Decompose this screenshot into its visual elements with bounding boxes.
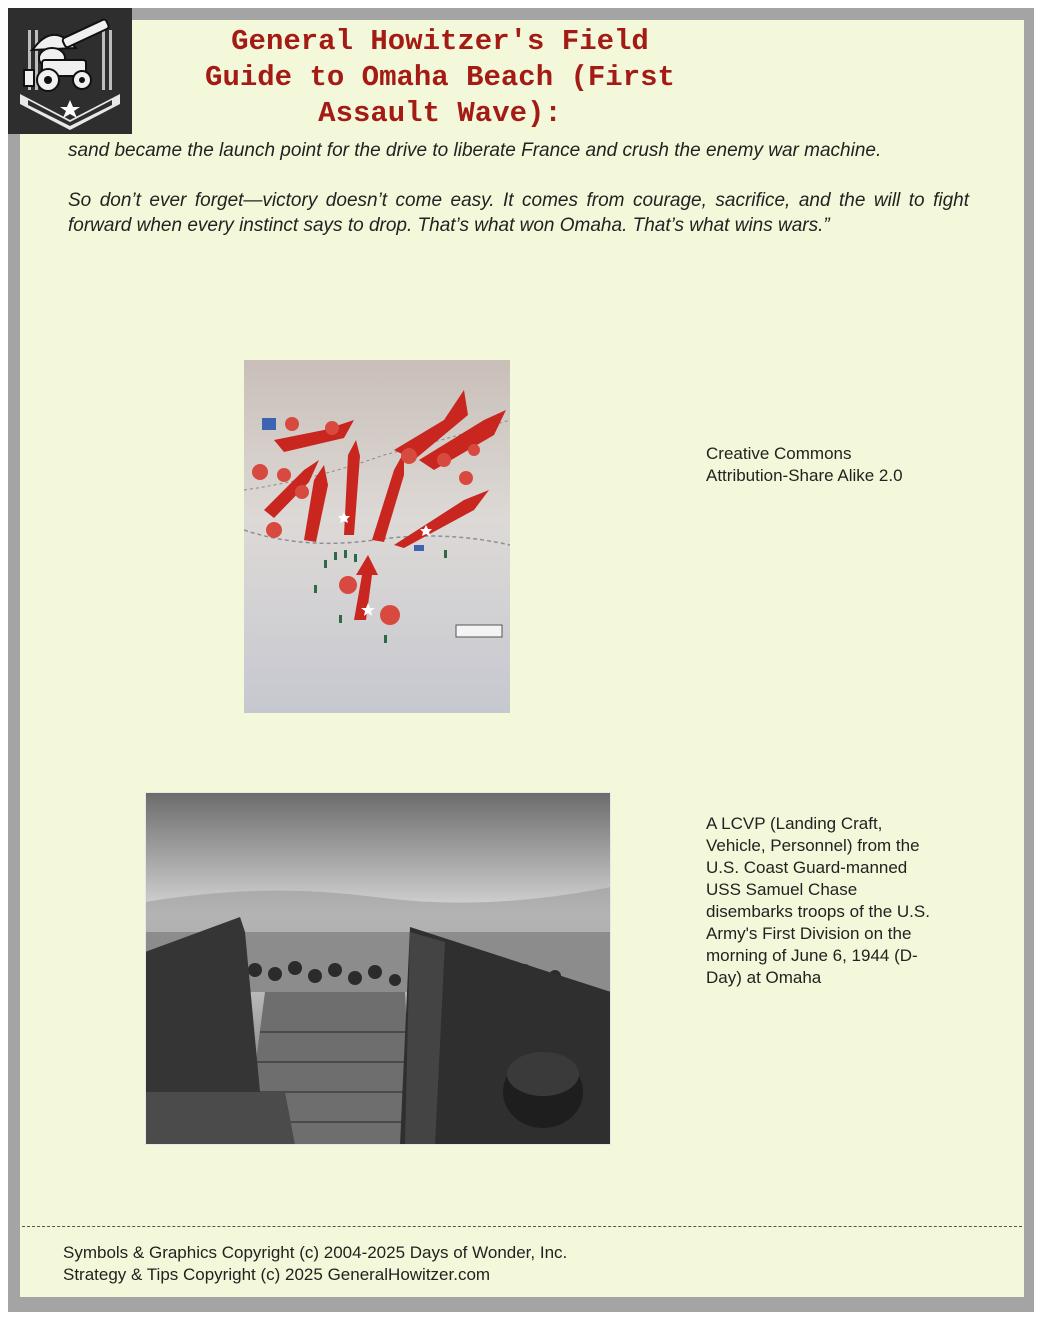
footer-divider — [22, 1226, 1022, 1227]
quote-paragraph-2: So don’t ever forget—victory doesn’t come easy. It comes from courage, sacrifice, and the will to fight forward when every instinct says to drop. That’s what won Omaha. That’s what wins wars.” — [68, 190, 969, 236]
howitzer-logo-icon — [8, 8, 132, 134]
omaha-beach-map-photo — [244, 360, 510, 713]
footer-copyright-graphics: Symbols & Graphics Copyright (c) 2004-2025 Days of Wonder, Inc. — [63, 1243, 568, 1262]
quote-paragraph-1: sand became the launch point for the drive to liberate France and crush the enemy war machine. — [68, 140, 882, 161]
page-title: General Howitzer's Field Guide to Omaha Beach (First Assault Wave): — [205, 25, 675, 130]
landing-craft-photo — [145, 792, 611, 1145]
footer-copyright-strategy: Strategy & Tips Copyright (c) 2025 GeneralHowitzer.com — [63, 1265, 491, 1284]
map-photo-caption: Creative Commons Attribution-Share Alike 2.0 — [706, 444, 903, 485]
landing-craft-caption: A LCVP (Landing Craft, Vehicle, Personnel) from the U.S. Coast Guard-manned USS Samuel Chase disembarks troops of the U.S. Army's First Division on the morning of June 6, 1944 (D-Day) at Omaha — [706, 814, 930, 987]
footer — [63, 1242, 863, 1286]
quote-text — [68, 138, 969, 238]
